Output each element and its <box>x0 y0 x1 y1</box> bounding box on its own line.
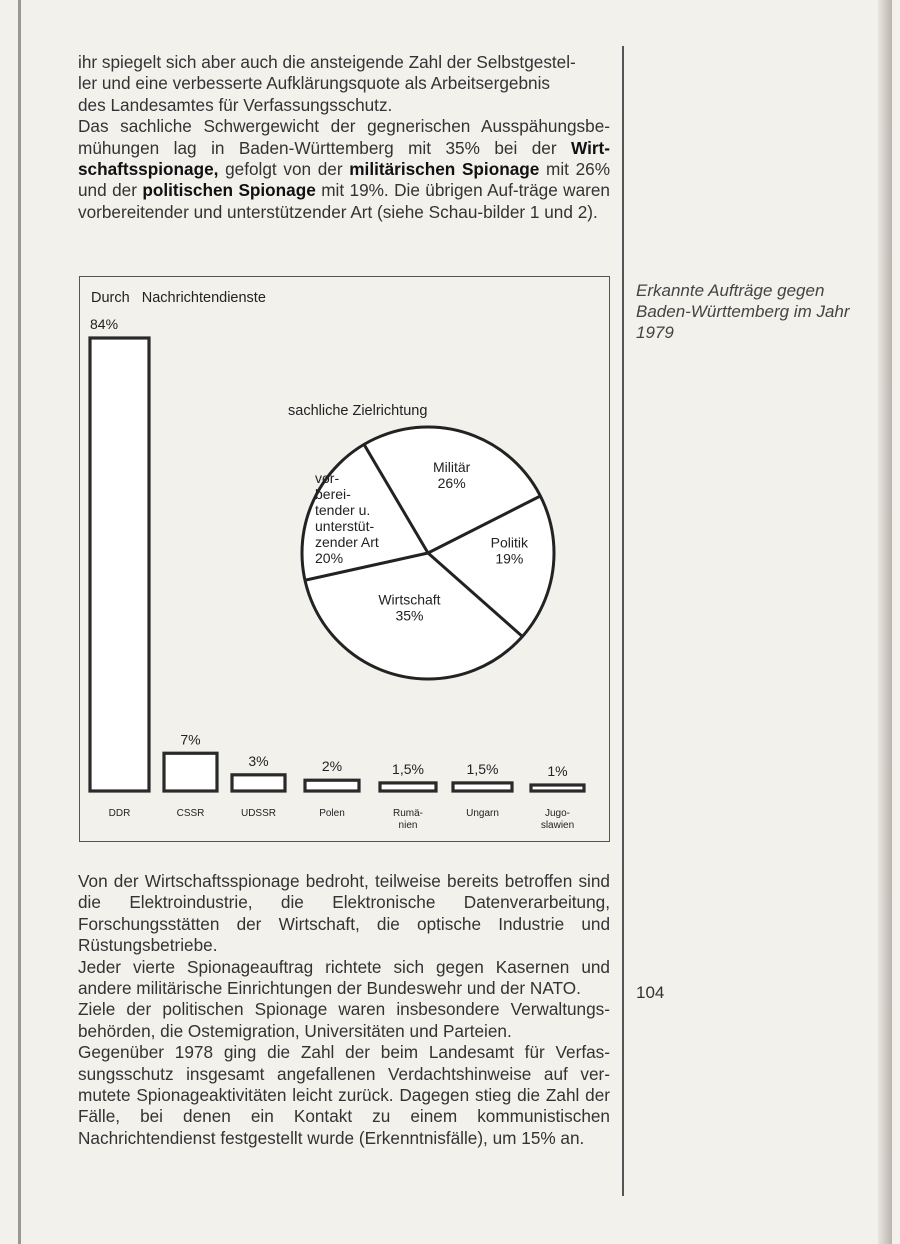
bar-value-label-0: 84% <box>90 316 119 332</box>
pie-slice-label-line-1-1: 19% <box>495 550 524 567</box>
bar-3 <box>305 780 359 791</box>
chart-svg <box>79 276 610 842</box>
paragraph-4: Jeder vierte Spionageauftrag richtete sich gegen Kasernen und andere militärische Einrichtungen der Bundeswehr und der NATO. <box>78 956 610 999</box>
para2-part-c: gefolgt von der <box>218 159 350 180</box>
bar-value-label-1: 7% <box>180 731 201 748</box>
paragraph-5: Ziele der politischen Spionage waren insbesondere Verwaltungs-behörden, die Ostemigration, Universitäten und Parteien. <box>78 999 610 1041</box>
bar-value-label-6: 1% <box>547 763 568 779</box>
bar-4 <box>380 783 436 791</box>
para1-line-3: des Landesamtes für Verfassungsschutz. <box>78 94 393 115</box>
text-block-bottom <box>78 871 610 1149</box>
para2-part-d: mit 26% und der <box>78 159 610 201</box>
bold-wirtschaftsspionage: Wirt-schaftsspionage, <box>78 137 610 180</box>
chart-figure <box>79 276 610 842</box>
bar-category-line-4-1: nien <box>398 820 418 831</box>
pie-chart-title: sachliche Zielrichtung <box>288 403 428 419</box>
pie-slice-label-line-1-0: Politik <box>490 534 529 551</box>
pie-slice-label-line-2-1: 35% <box>395 607 424 624</box>
pie-slice-label-line-3-1: berei- <box>315 486 351 502</box>
bar-category-label-0 <box>109 808 131 819</box>
bar-value-label-3: 2% <box>321 758 343 775</box>
pie-slice-label-line-3-0: vor- <box>315 470 340 486</box>
pie-slice-label-line-3-2: tender u. <box>315 502 371 518</box>
text-block-top <box>78 52 610 223</box>
para1-line-1: ihr spiegelt sich aber auch die ansteigende Zahl der Selbstgestel- <box>78 52 576 72</box>
bar-category-line-3-0: Polen <box>319 808 345 819</box>
bar-category-label-1 <box>177 808 205 819</box>
bold-militaerische-spionage: militärischen Spionage <box>349 159 540 180</box>
bold-politische-spionage: politischen Spionage <box>142 180 316 201</box>
para2-part-e: mit 19%. Die übrigen Auf-träge waren vorbereitender und unterstützender Art (siehe Schau-bilder 1 und 2). <box>78 180 610 222</box>
para1-line-2: ler und eine verbesserte Aufklärungsquote als Arbeitsergebnis <box>78 73 550 94</box>
pie-slice-label-1 <box>491 534 529 566</box>
bar-category-label-5 <box>466 808 499 819</box>
bar-category-line-6-1: slawien <box>540 820 575 831</box>
bar-category-label-2 <box>241 808 276 819</box>
bar-value-label-4: 1,5% <box>392 760 424 777</box>
bar-2 <box>232 775 285 791</box>
pie-slice-label-line-3-4: zender Art <box>315 534 379 550</box>
bar-category-label-3 <box>319 808 345 819</box>
page-number: 104 <box>636 983 665 1002</box>
pie-slice-label-line-0-0: Militär <box>432 458 471 475</box>
pie-slice-label-line-0-1: 26% <box>437 474 466 491</box>
bar-category-line-2-0: UDSSR <box>240 808 277 819</box>
bar-category-line-1-0: CSSR <box>176 808 205 819</box>
bar-category-labels <box>109 808 575 831</box>
bar-0 <box>90 338 149 791</box>
paragraph-6: Gegenüber 1978 ging die Zahl der beim Landesamt für Verfas-sungsschutz insgesamt angefallenen Verdachtshinweise auf ver-mutete Spionageaktivitäten leicht zurück. Dagegen stieg die Zahl der Fälle, bei denen ein Kontakt zu einem kommunistischen Nachrichtendienst festgestellt wurde (Erkenntnisfälle), um 15% an. <box>78 1042 610 1148</box>
bar-category-label-6 <box>541 808 574 831</box>
figure-caption: Erkannte Aufträge gegen Baden-Württemberg im Jahr 1979 <box>636 281 850 342</box>
para2-part-a: Das sachliche Schwergewicht der gegnerischen Ausspähungsbe-mühungen lag in Baden-Württemberg mit 35% bei der <box>78 116 610 158</box>
bar-6 <box>531 785 584 791</box>
bar-category-label-4 <box>393 808 423 831</box>
column-rule <box>622 46 624 1196</box>
paragraph-2 <box>78 116 610 223</box>
paragraph-1 <box>78 52 610 116</box>
bar-1 <box>164 753 217 791</box>
bar-category-line-5-0: Ungarn <box>466 808 499 819</box>
bar-category-line-6-0: Jugo- <box>544 808 571 819</box>
bar-category-line-4-0: Rumä- <box>392 808 424 819</box>
page-right-edge <box>878 0 892 1244</box>
pie-slice-label-line-3-5: 20% <box>315 550 344 566</box>
pie-slice-label-line-2-0: Wirtschaft <box>378 591 441 608</box>
pie-slice-label-line-3-3: unterstüt- <box>315 518 375 534</box>
bar-value-label-5: 1,5% <box>466 760 499 777</box>
page-left-edge <box>18 0 21 1244</box>
bar-value-label-2: 3% <box>248 752 269 769</box>
bar-5 <box>453 783 512 791</box>
paragraph-3: Von der Wirtschaftsspionage bedroht, teilweise bereits betroffen sind die Elektroindustrie, die Elektronische Datenverarbeitung, Forschungsstätten der Wirtschaft, die optische Industrie und Rüstungsbetriebe. <box>78 871 610 956</box>
pie-slice-label-0 <box>433 459 471 491</box>
bar-chart-title: Durch Nachrichtendienste <box>91 290 266 306</box>
bar-category-line-0-0: DDR <box>108 808 131 819</box>
